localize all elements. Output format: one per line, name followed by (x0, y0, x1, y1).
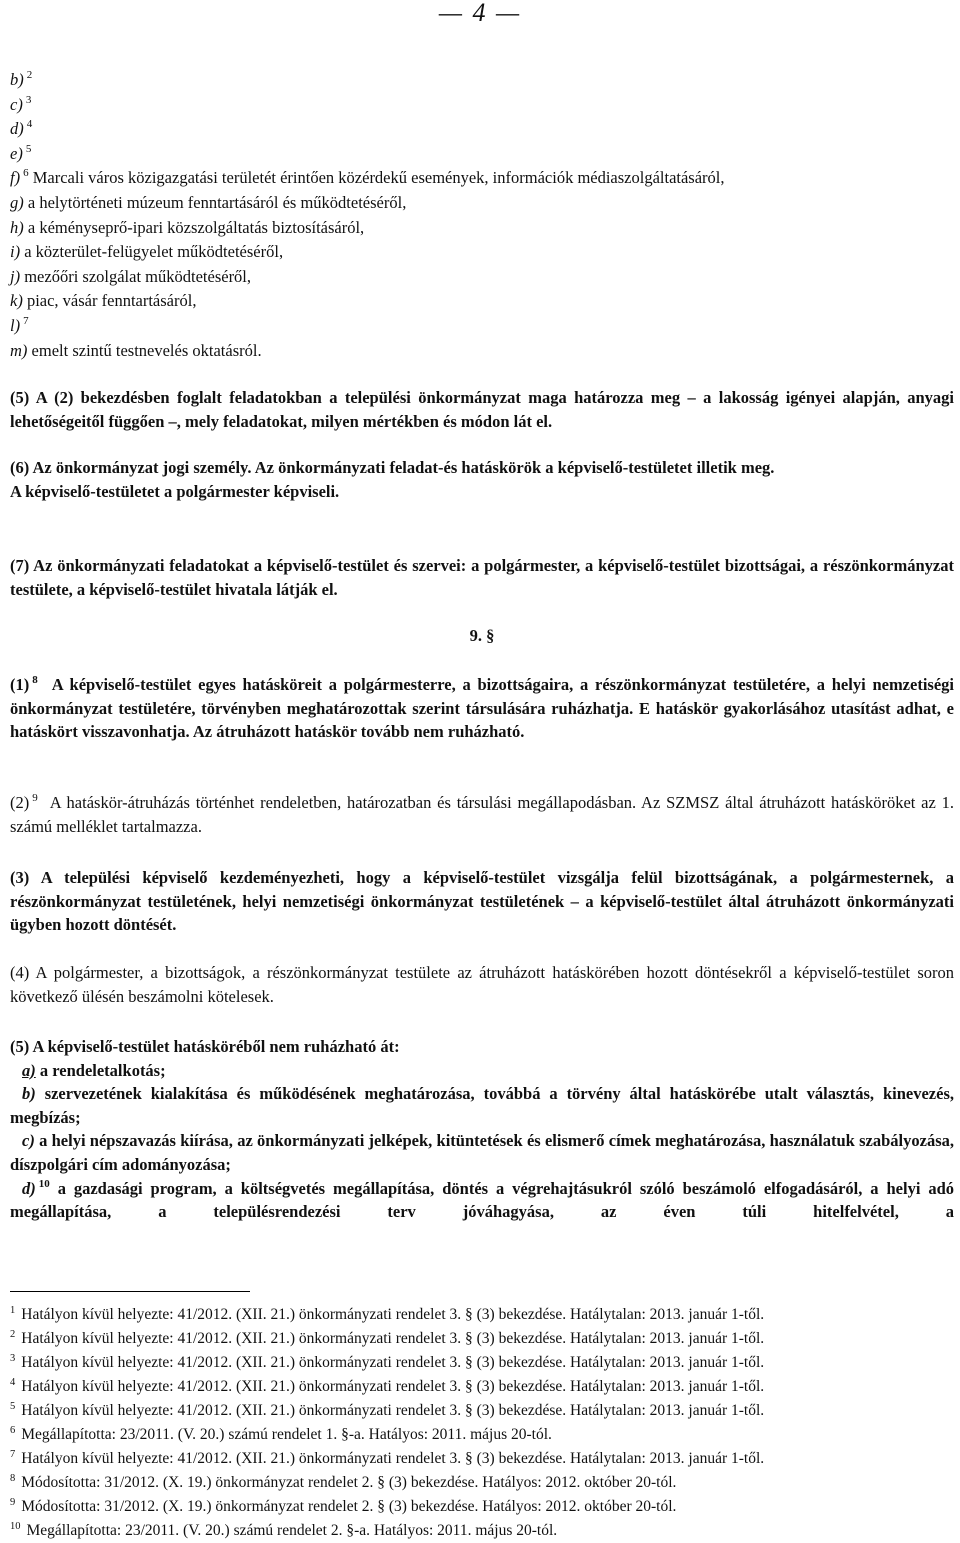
section-title: 9. § (469, 626, 495, 645)
footnote-text: Módosította: 31/2012. (X. 19.) önkormányzat rendelet 2. § (3) bekezdése. Hatályos: 2012. október 20-tól. (21, 1474, 677, 1491)
section-9-paragraph-2 (10, 791, 954, 838)
paragraph-text: (4) A polgármester, a bizottságok, a részönkormányzat testülete az átruházott hatáskörében hozott döntésekről a képviselő-testület soron következő ülésén beszámolni kötelesek. (10, 963, 954, 1006)
footnote-ref: 6 (23, 167, 29, 180)
list-item-letter: m) (10, 340, 28, 360)
list-item (10, 339, 954, 364)
footnote-ref: 5 (25, 142, 32, 155)
footnote-text: Megállapította: 23/2011. (V. 20.) számú rendelet 2. §-a. Hatályos: 2011. május 20-tól. (26, 1522, 558, 1539)
task-list (10, 68, 954, 363)
footnote (10, 1447, 954, 1471)
list-item (10, 1129, 954, 1176)
footnote (10, 1303, 954, 1327)
paragraph-heading: (5) A képviselő-testület hatásköréből nem ruházható át: (10, 1037, 400, 1056)
footnote-number: 6 (10, 1425, 16, 1436)
paragraph-7 (10, 554, 954, 601)
footnote-ref: 2 (26, 69, 33, 81)
page-number-value: 4 (472, 0, 488, 27)
list-item-letter: g) (10, 192, 24, 212)
footnotes (10, 1303, 954, 1543)
footnote-number: 3 (10, 1353, 16, 1364)
footnote-text: Módosította: 31/2012. (X. 19.) önkormányzat rendelet 2. § (3) bekezdése. Hatályos: 2012. október 20-tól. (21, 1498, 677, 1515)
footnote-text: Hatályon kívül helyezte: 41/2012. (XII. 21.) önkormányzati rendelet 3. § (3) bekezdése. Hatálytalan: 2013. január 1-től. (21, 1306, 765, 1323)
list-item-letter: j) (10, 266, 21, 286)
page-number: — 4 — (438, 0, 522, 27)
list-item (10, 289, 954, 314)
paragraph-6-line2: A képviselő-testületet a polgármester képviseli. (10, 481, 340, 501)
footnote-number: 4 (10, 1377, 16, 1388)
list-item (10, 142, 954, 167)
list-item-text: a kéményseprő-ipari közszolgáltatás biztosításáról, (27, 217, 365, 237)
footnote-text: Hatályon kívül helyezte: 41/2012. (XII. 21.) önkormányzati rendelet 3. § (3) bekezdése. Hatálytalan: 2013. január 1-től. (21, 1378, 765, 1395)
footnote (10, 1423, 954, 1447)
list-item-text: emelt szintű testnevelés oktatásról. (31, 340, 262, 360)
paragraph-5-text: (5) A (2) bekezdésben foglalt feladatokban a települési önkormányzat maga határozza meg – a lakosság igényei alapján, anyagi lehetőségeitől függően –, mely feladatokat, milyen mértékben és módon lát el. (10, 388, 954, 431)
footnote-separator (10, 1291, 250, 1292)
paragraph-number: (2) (10, 793, 30, 812)
footnote-ref: 7 (23, 314, 29, 327)
list-item-letter: b) (10, 70, 24, 89)
footnote (10, 1399, 954, 1423)
section-9-paragraph-4 (10, 961, 954, 1008)
paragraph-number: (1) (10, 675, 30, 694)
paragraph-5 (10, 386, 954, 433)
list-item (10, 1177, 954, 1224)
paragraph-7-text: (7) Az önkormányzati feladatokat a képviselő-testület és szervei: a polgármester, a képviselő-testület bizottságai, a részönkormányzat testülete, a képviselő-testület hivatala látják el. (10, 556, 954, 599)
footnote-ref: 3 (25, 93, 32, 106)
list-item (10, 216, 954, 241)
footnote-number: 8 (10, 1473, 16, 1484)
list-item (10, 314, 954, 339)
list-item-letter: a) (22, 1060, 36, 1080)
list-item (10, 68, 954, 93)
list-item-letter: k) (10, 291, 23, 311)
footnote-ref: 9 (32, 792, 38, 804)
list-item (10, 265, 954, 290)
footnote-ref: 4 (26, 118, 33, 131)
paragraph-6 (10, 456, 954, 503)
footnote-text: Hatályon kívül helyezte: 41/2012. (XII. 21.) önkormányzati rendelet 3. § (3) bekezdése. Hatálytalan: 2013. január 1-től. (21, 1402, 765, 1419)
footnote-text: Hatályon kívül helyezte: 41/2012. (XII. 21.) önkormányzati rendelet 3. § (3) bekezdése. Hatálytalan: 2013. január 1-től. (21, 1330, 765, 1347)
footnote-number: 10 (10, 1521, 21, 1532)
paragraph-text: (3) A települési képviselő kezdeményezheti, hogy a képviselő-testület vizsgálja felül bizottságának, a polgármesternek, a részönkormányzat testületének, helyi nemzetiségi önkormányzat testületének – a képviselő-testület által átruházott önkormányzati ügyben hozott döntését. (10, 868, 954, 935)
footnote (10, 1519, 954, 1543)
list-item-letter: i) (10, 242, 21, 262)
paragraph-6-line1: (6) Az önkormányzat jogi személy. Az önkormányzati feladat-és hatáskörök a képviselő-testületet illetik meg. (10, 458, 775, 477)
list-item-letter: f) (10, 168, 21, 188)
list-item-letter: d) (10, 119, 24, 139)
list-item (10, 166, 954, 191)
footnote-ref: 8 (32, 674, 38, 686)
list-item-text: a gazdasági program, a költségvetés megállapítása, döntés a végrehajtásukról szóló beszámoló elfogadásáról, a helyi adó megállapítása, a településrendezési terv jóváhagyása, az éven túli hitelfelvétel, a (10, 1178, 955, 1222)
footnote-number: 2 (10, 1329, 16, 1340)
footnote-text: Hatályon kívül helyezte: 41/2012. (XII. 21.) önkormányzati rendelet 3. § (3) bekezdése. Hatálytalan: 2013. január 1-től. (21, 1354, 765, 1371)
footnote (10, 1351, 954, 1375)
list-item-text: a helyi népszavazás kiírása, az önkormányzati jelképek, kitüntetések és elismerő címek meghatározása, használatuk szabályozása, díszpolgári cím adományozása; (10, 1131, 955, 1174)
list-item (10, 1059, 954, 1083)
paragraph-text: A hatáskör-átruházás történhet rendeletben, határozatban és társulási megállapodásban. Az SZMSZ által átruházott hatásköröket az 1. számú melléklet tartalmazza. (10, 793, 954, 836)
list-item-text: a helytörténeti múzeum fenntartásáról és működtetéséről, (27, 192, 407, 212)
list-item (10, 93, 954, 118)
footnote (10, 1327, 954, 1351)
list-item-letter: e) (10, 143, 23, 163)
list-item (10, 191, 954, 216)
list-item-letter: h) (10, 217, 24, 237)
list-item-letter: c) (22, 1131, 35, 1151)
list-item-text: Marcali város közigazgatási területét érintően közérdekű események, információk médiaszolgáltatásáról, (32, 168, 725, 188)
paragraph-text: A képviselő-testület egyes hatásköreit a polgármesterre, a bizottságaira, a részönkormányzat testületére, a helyi nemzetiségi önkormányzat testületére, törvényben meghatározottak szerint társulására ruházhatja. E hatáskör gyakorlásához utasítást adhat, e hatáskört visszavonhatja. Az átruházott hatáskör tovább nem ruházható. (10, 675, 954, 742)
list-item-text: szervezetének kialakítása és működésének meghatározása, továbbá a törvény által hatáskörébe utalt választás, kinevezés, megbízás; (10, 1084, 955, 1127)
footnote-number: 1 (10, 1305, 16, 1316)
footnote-number: 7 (10, 1449, 16, 1460)
section-9-paragraph-3 (10, 866, 954, 937)
list-item (10, 240, 954, 265)
list-item-letter: b) (22, 1084, 36, 1104)
list-item-text: mezőőri szolgálat működtetéséről, (24, 266, 252, 286)
section-9-paragraph-5 (10, 1035, 954, 1224)
list-item-letter: d) (22, 1178, 36, 1198)
list-item (10, 117, 954, 142)
footnote-number: 9 (10, 1497, 16, 1508)
list-item-letter: l) (10, 315, 21, 335)
section-9-paragraph-1 (10, 673, 954, 744)
footnote (10, 1495, 954, 1519)
footnote (10, 1375, 954, 1399)
list-item-text: a közterület-felügyelet működtetéséről, (24, 242, 284, 262)
footnote-text: Hatályon kívül helyezte: 41/2012. (XII. 21.) önkormányzati rendelet 3. § (3) bekezdése. Hatálytalan: 2013. január 1-től. (21, 1450, 765, 1467)
list-item-letter: c) (10, 94, 23, 114)
list-item-text: a rendeletalkotás; (39, 1060, 166, 1080)
footnote (10, 1471, 954, 1495)
footnote-text: Megállapította: 23/2011. (V. 20.) számú rendelet 1. §-a. Hatályos: 2011. május 20-tól. (21, 1426, 552, 1443)
footnote-ref: 10 (38, 1177, 50, 1190)
footnote-number: 5 (10, 1401, 16, 1412)
list-item-text: piac, vásár fenntartásáról, (26, 291, 197, 311)
list-item (10, 1082, 954, 1129)
